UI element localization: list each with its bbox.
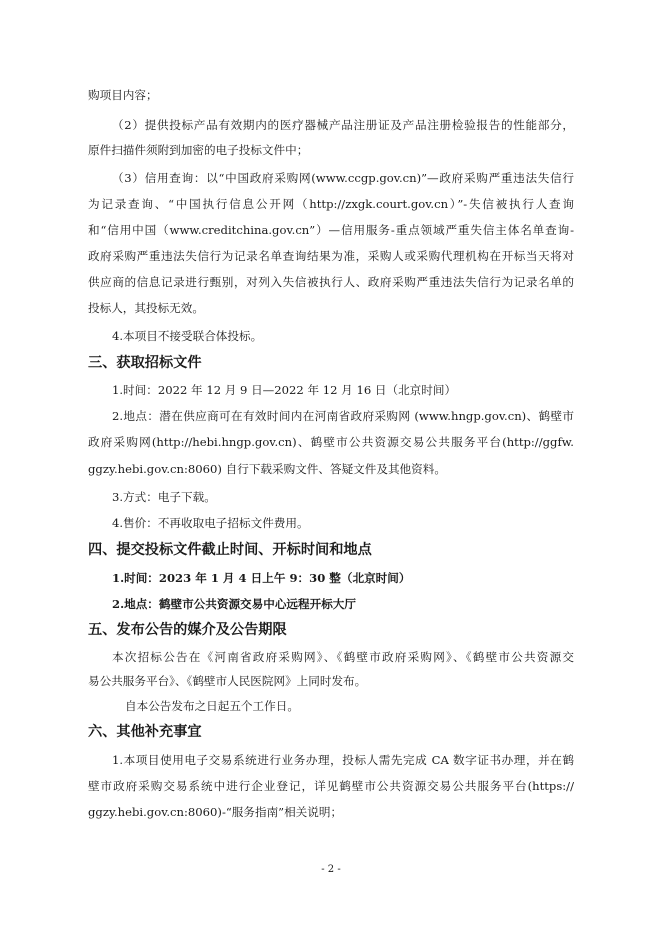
paragraph-line: 投标人，其投标无效。	[88, 301, 204, 315]
paragraph-line: 4.售价：不再收取电子招标文件费用。	[112, 516, 309, 530]
section-heading-6: 六、其他补充事宜	[88, 724, 202, 740]
section-heading-5: 五、发布公告的媒介及公告期限	[88, 622, 287, 638]
paragraph-line: 政府采购网(http://hebi.hngp.gov.cn)、鹤壁市公共资源交易公共服务平台(http://ggfw.	[88, 435, 574, 449]
paragraph-line: 本次招标公告在《河南省政府采购网》、《鹤壁市政府采购网》、《鹤壁市公共资源交	[112, 650, 574, 664]
paragraph-line: 政府采购严重违法失信行为记录名单查询结果为准，采购人或采购代理机构在开标当天将对	[88, 249, 574, 263]
paragraph-line: ggzy.hebi.gov.cn:8060)-“服务指南”相关说明；	[88, 805, 343, 819]
paragraph-line: 1.本项目使用电子交易系统进行业务办理，投标人需先完成 CA 数字证书办理，并在鹤	[112, 753, 574, 767]
paragraph-line: 和“信用中国（www.creditchina.gov.cn”）—信用服务-重点领域严重失信主体名单查询-	[88, 223, 574, 237]
paragraph-line: ggzy.hebi.gov.cn:8060) 自行下载采购文件、答疑文件及其他资料。	[88, 462, 446, 476]
paragraph-line: （3）信用查询：以“中国政府采购网(www.ccgp.gov.cn)”—政府采购严重违法失信行	[112, 171, 574, 185]
paragraph-line: 壁市政府采购交易系统中进行企业登记，详见鹤壁市公共资源交易公共服务平台(https://	[88, 779, 574, 793]
paragraph-line: 为记录查询、“中国执行信息公开网（http://zxgk.court.gov.cn）”-失信被执行人查询	[88, 197, 574, 211]
paragraph-line: 原件扫描件须附到加密的电子投标文件中；	[88, 143, 309, 157]
paragraph-line: 购项目内容；	[88, 88, 158, 102]
section-heading-4: 四、提交投标文件截止时间、开标时间和地点	[88, 542, 372, 558]
paragraph-line: 3.方式：电子下载。	[112, 490, 216, 504]
page-number: - 2 -	[321, 864, 341, 875]
paragraph-line: 自本公告发布之日起五个工作日。	[125, 699, 299, 713]
paragraph-line: 4.本项目不接受联合体投标。	[112, 329, 263, 343]
paragraph-line: 1.时间：2022 年 12 月 9 日—2022 年 12 月 16 日（北京时间）	[112, 383, 457, 397]
section-heading-3: 三、获取招标文件	[88, 355, 202, 371]
paragraph-line: 供应商的信息记录进行甄别，对列入失信被执行人、政府采购严重违法失信行为记录名单的	[88, 275, 574, 289]
paragraph-line: 易公共服务平台》、《鹤壁市人民医院网》上同时发布。	[88, 674, 367, 688]
paragraph-line: 1.时间：2023 年 1 月 4 日上午 9：30 整（北京时间）	[112, 571, 411, 585]
paragraph-line: 2.地点：潜在供应商可在有效时间内在河南省政府采购网 (www.hngp.gov.cn)、鹤壁市	[112, 409, 574, 423]
paragraph-line: 2.地点：鹤壁市公共资源交易中心远程开标大厅	[112, 597, 356, 611]
paragraph-line: （2）提供投标产品有效期内的医疗器械产品注册证及产品注册检验报告的性能部分，	[112, 118, 574, 132]
